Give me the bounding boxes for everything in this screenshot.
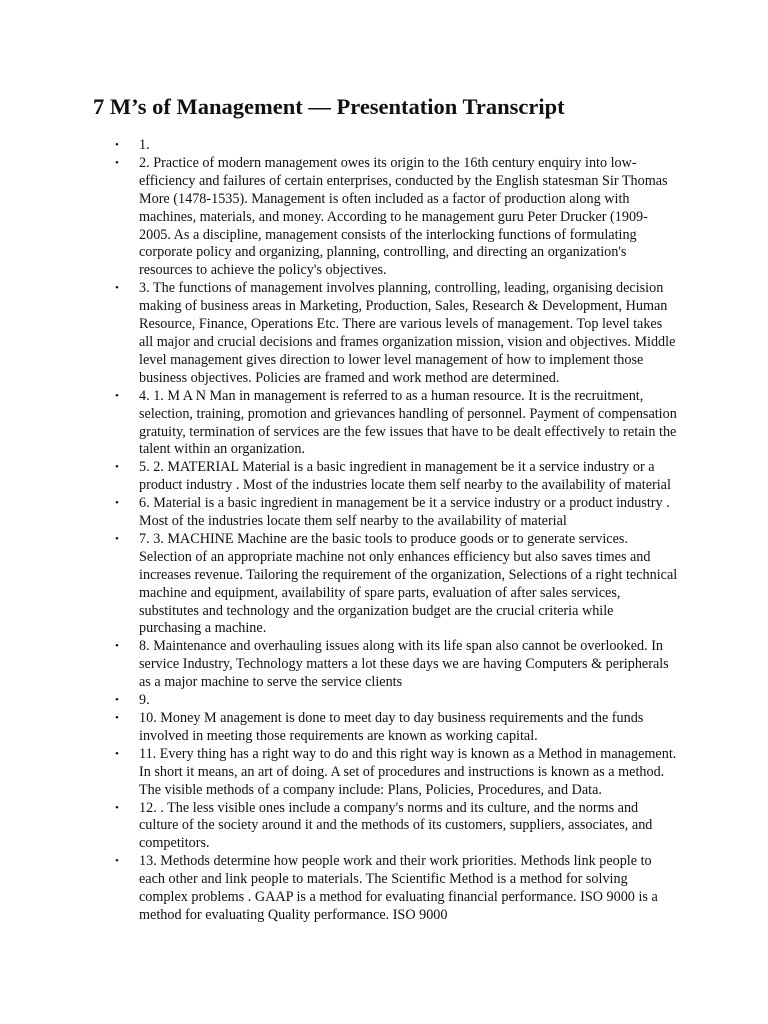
list-item-text: 12. . The less visible ones include a company's norms and its culture, and the norms and culture of the society around it and the methods of its customers, suppliers, associates, and competitors. — [139, 799, 653, 852]
list-item-7 — [115, 530, 679, 638]
list-item-2 — [115, 154, 679, 280]
bullet-icon: • — [115, 855, 119, 868]
list-item-text: 7. 3. MACHINE Machine are the basic tools to produce goods or to generate services. Selection of an appropriate machine not only enhances efficiency but also saves times and increases revenue. Tailoring the requirement of the organization, Selections of a right technical machine and equipment, availability of spare parts, evaluation of after sales services, substitutes and technology and the organization budget are the crucial criteria while purchasing a machine. — [139, 530, 678, 637]
list-item-5 — [115, 459, 679, 495]
list-item-text: 3. The functions of management involves planning, controlling, leading, organising decision making of business areas in Marketing, Production, Sales, Research & Development, Human Resource, Finance, Operations Etc. There are various levels of management. Top level takes all major and crucial decisions and frames organization mission, vision and objectives. Middle level management gives direction to lower level management of how to implement those business objectives. Policies are framed and work method are determined. — [139, 280, 676, 386]
list-item-3 — [115, 280, 679, 387]
bullet-icon: • — [115, 156, 119, 169]
list-item-text: 8. Maintenance and overhauling issues along with its life span also cannot be overlooked. In service Industry, Technology matters a lot these days we are having Computers & peripherals as a major machine to serve the service clients — [139, 638, 669, 691]
list-item-10 — [115, 710, 679, 746]
list-item-9 — [115, 692, 679, 710]
list-item-11 — [115, 745, 679, 800]
list-item-1 — [115, 137, 679, 155]
list-item-13 — [115, 853, 679, 925]
bullet-icon: • — [115, 139, 119, 151]
list-item-12 — [115, 799, 679, 854]
page-title: 7 M’s of Management — Presentation Transcript — [93, 94, 565, 119]
list-item-text: 2. Practice of modern management owes its origin to the 16th century enquiry into low-efficiency and failures of certain enterprises, conducted by the English statesman Sir Thomas More (1478-1535). Management is often included as a factor of production along with machines, materials, and money. According to he management guru Peter Drucker (1909-2005. As a discipline, management consists of the interlocking functions of formulating corporate policy and organizing, planning, controlling, and directing an organization's resources to achieve the policy's objectives. — [139, 154, 668, 279]
bullet-icon: • — [115, 694, 119, 707]
bullet-icon: • — [115, 282, 119, 295]
list-item-text: 9. — [139, 692, 150, 709]
bullet-icon: • — [115, 801, 119, 814]
list-item-text: 10. Money M anagement is done to meet day to day business requirements and the funds involved in meeting those requirements are known as working capital. — [139, 710, 644, 744]
bullet-icon: • — [115, 640, 119, 653]
list-item-text: 1. — [139, 137, 150, 153]
bullet-icon: • — [115, 747, 119, 760]
list-item-text: 6. Material is a basic ingredient in management be it a service industry or a product industry . Most of the industries locate them self nearby to the availability of material — [139, 495, 670, 530]
bullet-icon: • — [115, 712, 119, 724]
list-item-text: 11. Every thing has a right way to do and this right way is known as a Method in management. In short it means, an art of doing. A set of procedures and instructions is known as a method. The visible methods of a company include: Plans, Policies, Procedures, and Data. — [139, 745, 677, 798]
list-item-4 — [115, 387, 679, 460]
list-item-text: 5. 2. MATERIAL Material is a basic ingredient in management be it a service industry or a product industry . Most of the industries locate them self nearby to the availability of material — [139, 459, 671, 494]
list-item-8 — [115, 638, 679, 692]
transcript-list — [115, 137, 679, 925]
list-item-text: 4. 1. M A N Man in management is referred to as a human resource. It is the recruitment, selection, training, promotion and grievances handling of personnel. Payment of compensation gratuity, termination of services are the few issues that have to be dealt effectively to retain the talent within an organization. — [139, 387, 677, 458]
bullet-icon: • — [115, 461, 119, 474]
list-item-6 — [115, 495, 679, 531]
list-item-text: 13. Methods determine how people work and their work priorities. Methods link people to each other and link people to materials. The Scientific Method is a method for solving complex problems . GAAP is a method for evaluating financial performance. ISO 9000 is a method for evaluating Quality performance. ISO 9000 — [139, 853, 658, 923]
bullet-icon: • — [115, 532, 119, 545]
bullet-icon: • — [115, 389, 119, 402]
bullet-icon: • — [115, 497, 119, 510]
